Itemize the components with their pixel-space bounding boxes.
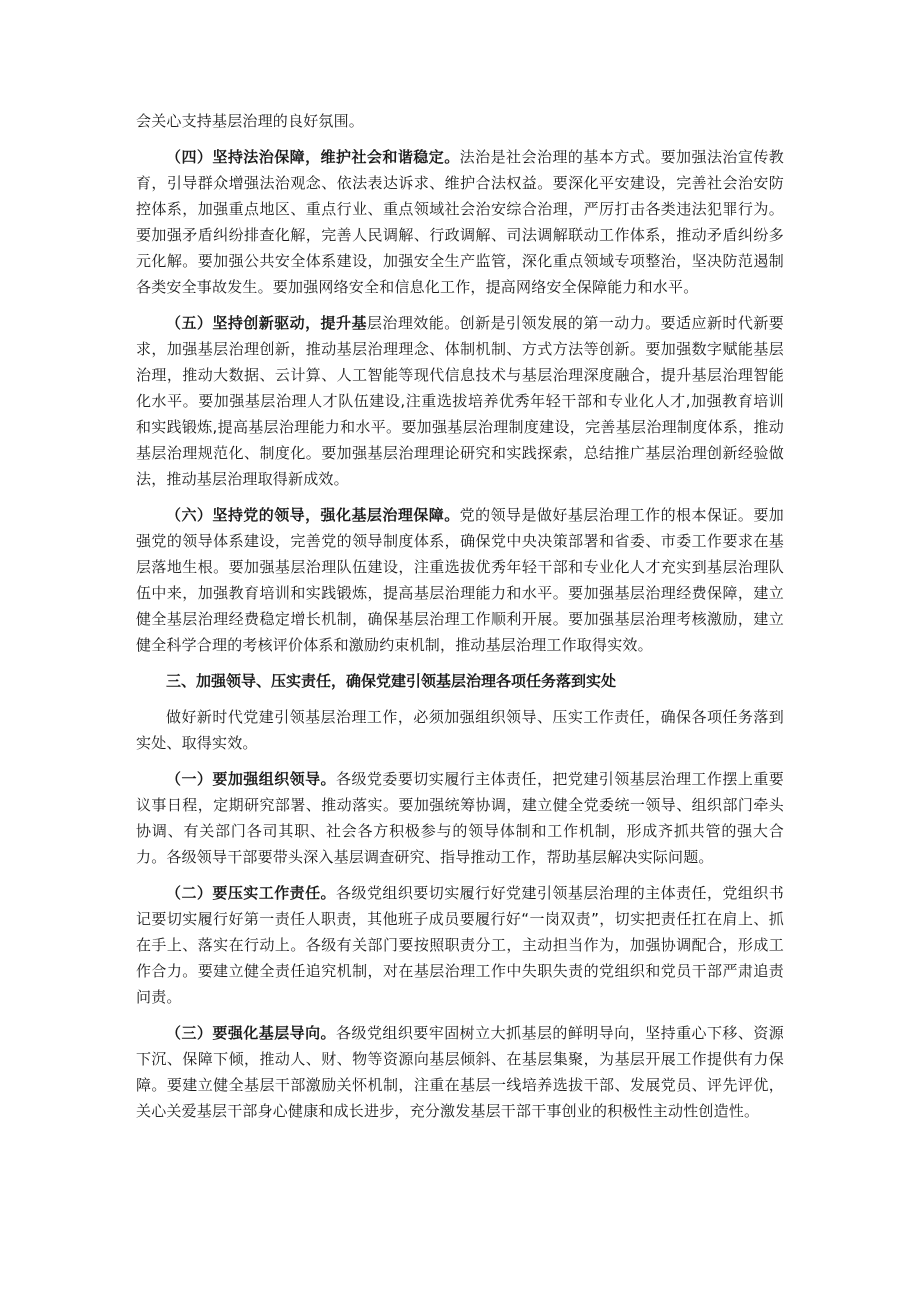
document-page — [136, 108, 784, 1134]
paragraph-lead: （一）要加强组织领导。 — [166, 770, 337, 788]
paragraph-lead: （六）坚持党的领导，强化基层治理保障。 — [166, 506, 460, 524]
paragraph-body: 会关心支持基层治理的良好氛围。 — [136, 112, 365, 130]
paragraph-body: 各级党组织要切实履行好党建引领基层治理的主体责任，党组织书记要切实履行好第一责任人职责，其他班子成员要履行好“一岗双责”，切实把责任扛在肩上、抓在手上、落实在行动上。各级有关部门要按照职责分工，主动担当作为，加强协调配合，形成工作合力。要建立健全责任追究机制，对在基层治理工作中失职失责的党组织和党员干部严肃追责问责。 — [136, 884, 785, 1006]
paragraph-lead: （二）要压实工作责任。 — [166, 884, 337, 902]
paragraph-body: 党的领导是做好基层治理工作的根本保证。要加强党的领导体系建设，完善党的领导制度体系，确保党中央决策部署和省委、市委工作要求在基层落地生根。要加强基层治理队伍建设，注重选拔优秀年轻干部和专业化人才充实到基层治理队伍中来，加强教育培训和实践锻炼，提高基层治理能力和水平。要加强基层治理经费保障，建立健全基层治理经费稳定增长机制，确保基层治理工作顺利开展。要加强基层治理考核激励，建立健全科学合理的考核评价体系和激励约束机制，推动基层治理工作取得实效。 — [136, 506, 784, 654]
paragraph-lead: （五）坚持创新驱动，提升基 — [166, 314, 367, 332]
paragraph-lead: （三）要强化基层导向。 — [166, 1024, 337, 1042]
paragraph-body: 层治理效能。创新是引领发展的第一动力。要适应新时代新要求，加强基层治理创新，推动基层治理理念、体制机制、方式方法等创新。要加强数字赋能基层治理，推动大数据、云计算、人工智能等现代信息技术与基层治理深度融合，提升基层治理智能化水平。要加强基层治理人才队伍建设,注重选拔培养优秀年轻干部和专业化人才,加强教育培训和实践锻炼,提高基层治理能力和水平。要加强基层治理制度建设，完善基层治理制度体系，推动基层治理规范化、制度化。要加强基层治理理论研究和实践探索，总结推广基层治理创新经验做法，推动基层治理取得新成效。 — [136, 314, 784, 488]
section-heading: 三、加强领导、压实责任，确保党建引领基层治理各项任务落到实处 — [166, 672, 617, 690]
paragraph-party-leadership — [136, 502, 784, 658]
paragraph-organization — [136, 766, 784, 870]
paragraph-grassroots-orientation — [136, 1020, 784, 1124]
paragraph-body: 各级党组织要牢固树立大抓基层的鲜明导向，坚持重心下移、资源下沉、保障下倾，推动人、财、物等资源向基层倾斜、在基层集聚，为基层开展工作提供有力保障。要建立健全基层干部激励关怀机制，注重在基层一线培养选拔干部、发展党员、评先评优，关心关爱基层干部身心健康和成长进步，充分激发基层干部干事创业的积极性主动性创造性。 — [136, 1024, 785, 1120]
paragraph-body: 法治是社会治理的基本方式。要加强法治宣传教育，引导群众增强法治观念、依法表达诉求、维护合法权益。要深化平安建设，完善社会治安防控体系，加强重点地区、重点行业、重点领域社会治安综合治理，严厉打击各类违法犯罪行为。要加强矛盾纠纷排查化解，完善人民调解、行政调解、司法调解联动工作体系，推动矛盾纠纷多元化解。要加强公共安全体系建设，加强安全生产监管，深化重点领域专项整治，坚决防范遏制各类安全事故发生。要加强网络安全和信息化工作，提高网络安全保障能力和水平。 — [136, 148, 784, 296]
paragraph-innovation — [136, 310, 784, 492]
paragraph-lead: （四）坚持法治保障，维护社会和谐稳定。 — [166, 148, 460, 166]
paragraph-body: 各级党委要切实履行主体责任，把党建引领基层治理工作摆上重要议事日程，定期研究部署、推动落实。要加强统筹协调，建立健全党委统一领导、组织部门牵头协调、有关部门各司其职、社会各方积极参与的领导体制和工作机制，形成齐抓共管的强大合力。各级领导干部要带头深入基层调查研究、指导推动工作，帮助基层解决实际问题。 — [136, 770, 785, 866]
paragraph-continuation — [136, 108, 784, 134]
section-intro: 做好新时代党建引领基层治理工作，必须加强组织领导、压实工作责任，确保各项任务落到实处、取得实效。 — [136, 708, 784, 752]
paragraph-rule-of-law — [136, 144, 784, 300]
paragraph-responsibility — [136, 880, 784, 1010]
